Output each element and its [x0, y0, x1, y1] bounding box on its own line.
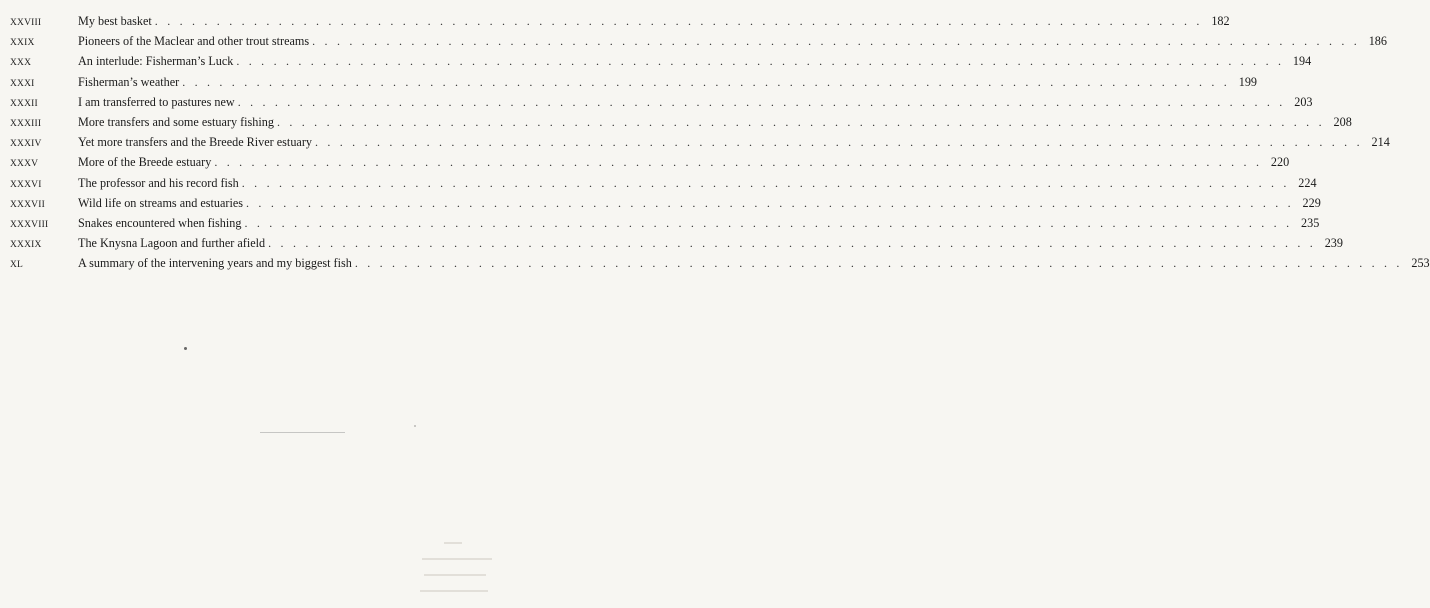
page-number: 214	[1371, 135, 1390, 150]
chapter-number: XXIX	[10, 38, 35, 49]
page-number: 235	[1301, 215, 1320, 230]
chapter-title: Wild life on streams and estuaries	[78, 195, 244, 210]
toc-entry	[10, 175, 1317, 196]
chapter-number: XXXVIII	[10, 219, 49, 230]
bleed-through-line	[424, 574, 486, 576]
dot-leader	[233, 54, 1287, 69]
chapter-number: XXXII	[10, 98, 38, 109]
page-number: 224	[1298, 175, 1317, 190]
chapter-number: XXXIV	[10, 139, 42, 150]
ink-speck	[414, 425, 416, 427]
dot-leader	[239, 176, 1293, 191]
toc-entry	[10, 34, 1387, 54]
toc-entry	[10, 114, 1352, 135]
dot-leader	[243, 196, 1297, 211]
dot-leader	[312, 135, 1366, 150]
page-number: 186	[1368, 34, 1387, 49]
toc-entry	[10, 135, 1390, 155]
table-of-contents	[10, 14, 1430, 276]
dot-leader	[309, 34, 1363, 49]
chapter-number: XXXVI	[10, 179, 42, 190]
page-number: 253	[1411, 256, 1430, 271]
chapter-title: More of the Breede estuary	[78, 155, 212, 170]
bleed-through-line	[420, 590, 488, 592]
toc-entry	[10, 94, 1313, 115]
chapter-title: I am transferred to pastures new	[78, 94, 235, 109]
toc-entry	[10, 54, 1312, 74]
chapter-number: XXX	[10, 58, 32, 69]
chapter-number: XL	[10, 260, 24, 271]
page-number: 199	[1238, 74, 1258, 89]
toc-entry	[10, 155, 1290, 175]
chapter-title: Fisherman’s weather	[78, 74, 180, 89]
dot-leader	[352, 256, 1406, 271]
chapter-title: The professor and his record fish	[78, 175, 239, 190]
page-number: 220	[1270, 155, 1290, 170]
chapter-number: XXXVII	[10, 199, 45, 210]
chapter-number: XXXIX	[10, 240, 42, 251]
dot-leader	[235, 95, 1289, 110]
page-number: 182	[1211, 14, 1230, 28]
dot-leader	[241, 216, 1295, 231]
bleed-through-line	[444, 542, 462, 544]
bleed-through-text	[380, 538, 500, 608]
chapter-number: XXVIII	[10, 18, 42, 28]
dot-leader	[211, 155, 1265, 170]
dot-leader	[179, 75, 1233, 90]
scan-smudge	[260, 432, 345, 433]
toc-entry	[10, 195, 1321, 216]
chapter-title: A summary of the intervening years and my biggest fish	[78, 256, 352, 271]
chapter-title: Yet more transfers and the Breede River estuary	[78, 135, 312, 150]
chapter-title: An interlude: Fisherman’s Luck	[78, 54, 234, 69]
chapter-title: My best basket	[78, 14, 152, 28]
page-number: 239	[1324, 236, 1343, 251]
dot-leader	[152, 14, 1206, 29]
bleed-through-line	[422, 558, 492, 560]
toc-entry	[10, 256, 1430, 276]
ink-speck	[184, 347, 187, 350]
page-number: 229	[1302, 195, 1321, 210]
toc-entry	[10, 14, 1230, 34]
toc-entry	[10, 215, 1320, 236]
chapter-number: XXXIII	[10, 118, 42, 129]
chapter-title: Snakes encountered when fishing	[78, 215, 242, 230]
chapter-title: The Knysna Lagoon and further afield	[78, 236, 266, 251]
toc-entry	[10, 74, 1258, 95]
dot-leader	[274, 115, 1328, 130]
chapter-title: Pioneers of the Maclear and other trout streams	[78, 34, 310, 49]
chapter-title: More transfers and some estuary fishing	[78, 114, 274, 129]
page-number: 203	[1294, 94, 1313, 109]
chapter-number: XXXV	[10, 159, 39, 170]
chapter-number: XXXI	[10, 78, 35, 89]
page-number: 208	[1333, 114, 1352, 129]
dot-leader	[265, 236, 1319, 251]
page-number: 194	[1292, 54, 1312, 69]
toc-entry	[10, 236, 1343, 256]
